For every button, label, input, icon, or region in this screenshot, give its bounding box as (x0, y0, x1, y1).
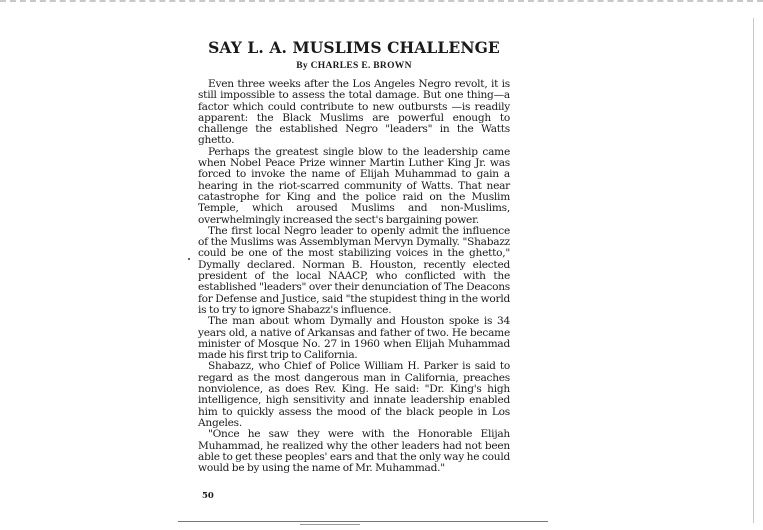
article-body (198, 79, 510, 474)
stray-mark (188, 258, 190, 260)
paragraph: Shabazz, who Chief of Police William H. Parker is said to regard as the most dangerous man in California, preaches nonviolence, as does Rev. King. He said: "Dr. King's high intelligence, high sensitivity and innate leadership enabled him to quickly assess the mood of the black people in Los Angeles. (198, 360, 510, 429)
bottom-rule (178, 521, 548, 522)
top-dotted-border (0, 0, 763, 6)
paragraph: The man about whom Dymally and Houston spoke is 34 years old, a native of Arkansas and father of two. He became minister of Mosque No. 27 in 1960 when Elijah Muhammad made his first trip to California. (198, 315, 510, 362)
paragraph: Even three weeks after the Los Angeles Negro revolt, it is still impossible to assess the total damage. But one thing—a factor which could contribute to new outbursts —is readily apparent: the Black Muslims are powerful enough to challenge the established Negro "leaders" in the Watts ghetto. (198, 78, 510, 147)
paragraph: The first local Negro leader to openly admit the influence of the Muslims was Assemblyman Mervyn Dymally. "Shabazz could be one of the most stabilizing voices in the ghetto," Dymally declared. Norman B. Houston, recently elected president of the local NAACP, who conflicted with the established "leaders" over their denunciation of The Deacons for Defense and Justice, said "the stupidest thing in the world is to try to ignore Shabazz's influence. (198, 224, 510, 316)
byline: By CHARLES E. BROWN (296, 61, 412, 71)
page-number: 50 (202, 491, 214, 501)
paragraph: "Once he saw they were with the Honorable Elijah Muhammad, he realized why the other leaders had not been able to get these peoples' ears and that the only way he could would be by using the name of Mr. Muhammad." (198, 428, 510, 475)
right-margin-rule (753, 18, 754, 523)
paragraph: Perhaps the greatest single blow to the leadership came when Nobel Peace Prize winner Martin Luther King Jr. was forced to invoke the name of Elijah Muhammad to gain a hearing in the riot-scarred community of Watts. That near catastrophe for King and the police raid on the Muslim Temple, which aroused Muslims and non-Muslims, overwhelmingly increased the sect's bargaining power. (198, 145, 510, 226)
article-column (198, 38, 510, 474)
headline: SAY L. A. MUSLIMS CHALLENGE (208, 38, 500, 57)
bottom-rule-secondary (300, 524, 360, 525)
